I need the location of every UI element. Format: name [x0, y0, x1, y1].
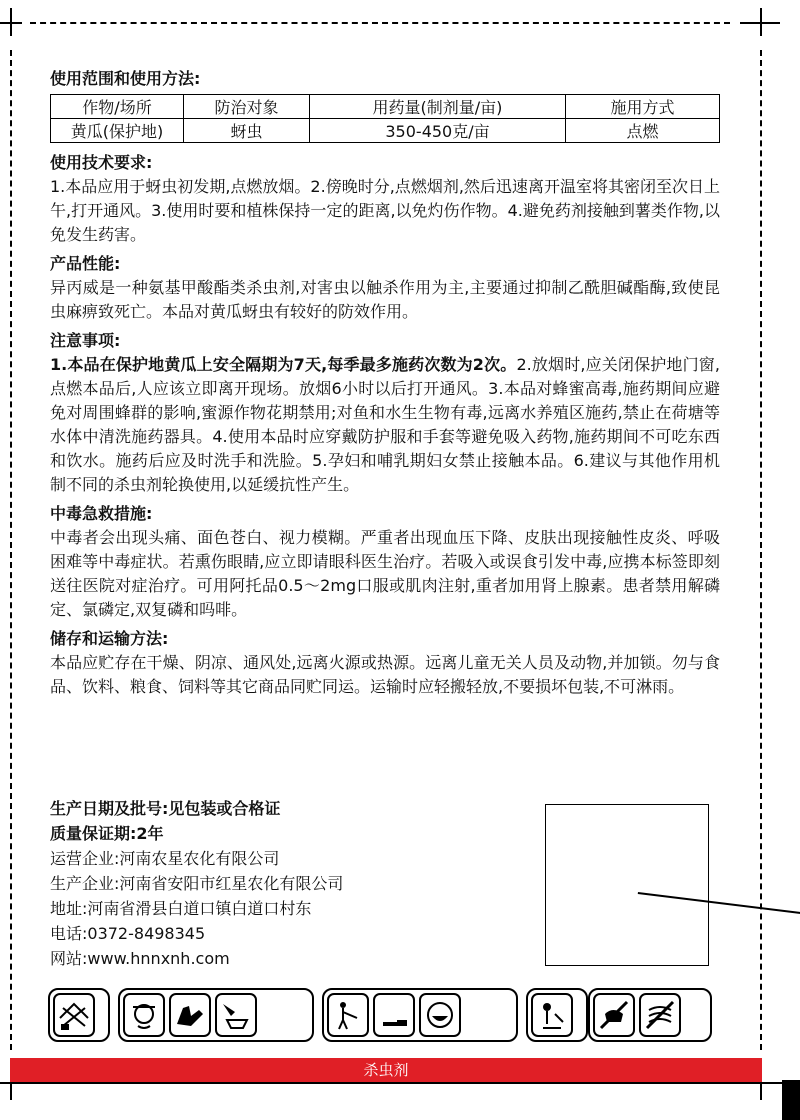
- firstaid-body: 中毒者会出现头痛、面色苍白、视力模糊。严重者出现血压下降、皮肤出现接触性皮炎、呼吸困难等中毒症状。若熏伤眼睛,应立即请眼科医生治疗。若吸入或误食引发中毒,应携本标签即刻送往医院对症治疗。可用阿托品0.5～2mg口服或肌肉注射,重者加用肾上腺素。患者禁用解磷定、氯磷定,双复磷和吗啡。: [50, 528, 720, 619]
- top-cut-line: [30, 22, 730, 24]
- crop-mark-bl-h: [0, 1082, 800, 1084]
- wash-after-icon: [531, 993, 573, 1037]
- wash-hands-icon: [215, 993, 257, 1037]
- left-cut-line: [10, 50, 12, 1050]
- table-header-cell: 作物/场所: [51, 95, 184, 119]
- storage-body: 本品应贮存在干燥、阴凉、通风处,远离火源或热源。远离儿童无关人员及动物,并加锁。勿与食品、饮料、粮食、饲料等其它商品同贮同运。运输时应轻搬轻放,不要损坏包装,不可淋雨。: [50, 653, 720, 696]
- manufacturer: 生产企业:河南省安阳市红星农化有限公司: [50, 874, 344, 893]
- pictogram-group-application: [322, 988, 518, 1042]
- table-header-row: [51, 95, 720, 119]
- pictogram-group-after-use: [526, 988, 588, 1042]
- notice-text: 2.放烟时,应关闭保护地门窗,点燃本品后,人应该立即离开现场。放烟6小时以后打开通风。3.本品对蜂蜜高毒,施药期间应避免对周围蜂群的影响,蜜源作物花期禁用;对鱼和水生生物有毒,远离水养殖区施药,禁止在荷塘等水体中清洗施药器具。4.使用本品时应穿戴防护服和手套等避免吸入药物,施药期间不可吃东西和饮水。施药后应及时洗手和洗脸。5.孕妇和哺乳期妇女禁止接触本品。6.建议与其他作用机制不同的杀虫剂轮换使用,以延缓抗性产生。: [50, 355, 720, 494]
- face-shield-icon: [123, 993, 165, 1037]
- shelf-life: 质量保证期:2年: [50, 824, 164, 843]
- firstaid-heading: 中毒急救措施:: [50, 504, 153, 523]
- usage-heading: 使用范围和使用方法:: [50, 69, 201, 88]
- notice-body: [50, 353, 720, 497]
- website: 网站:www.hnnxnh.com: [50, 949, 230, 968]
- production-date: 生产日期及批号:见包装或合格证: [50, 799, 281, 818]
- storage-heading: 储存和运输方法:: [50, 629, 169, 648]
- boots-icon: [373, 993, 415, 1037]
- performance-body: 异丙威是一种氨基甲酸酯类杀虫剂,对害虫以触杀作用为主,主要通过抑制乙酰胆碱酯酶,致使昆虫麻痹致死亡。本品对黄瓜蚜虫有较好的防效作用。: [50, 278, 720, 321]
- table-header-cell: 用药量(制剂量/亩): [310, 95, 566, 119]
- table-header-cell: 防治对象: [184, 95, 310, 119]
- color-block: [782, 1080, 800, 1120]
- tech-heading: 使用技术要求:: [50, 153, 153, 172]
- operator-company: 运营企业:河南农星农化有限公司: [50, 849, 280, 868]
- mask-icon: [419, 993, 461, 1037]
- category-bar: 杀虫剂: [10, 1058, 762, 1082]
- pictogram-group-environment: [588, 988, 712, 1042]
- table-cell: 蚜虫: [184, 119, 310, 143]
- notice-heading: 注意事项:: [50, 331, 121, 350]
- address: 地址:河南省滑县白道口镇白道口村东: [50, 899, 312, 918]
- product-info: [50, 796, 470, 971]
- no-fish-icon: [639, 993, 681, 1037]
- table-cell: 350-450克/亩: [310, 119, 566, 143]
- tech-body: 1.本品应用于蚜虫初发期,点燃放烟。2.傍晚时分,点燃烟剂,然后迅速离开温室将其密闭至次日上午,打开通风。3.使用时要和植株保持一定的距离,以免灼伤作物。4.避免药剂接触到薯类作物,以免发生药害。: [50, 177, 720, 244]
- pictogram-group-protection: [118, 988, 314, 1042]
- spray-icon: [327, 993, 369, 1037]
- usage-table: [50, 94, 720, 143]
- table-cell: 点燃: [566, 119, 720, 143]
- crop-mark-tr-v: [760, 8, 762, 36]
- table-header-cell: 施用方式: [566, 95, 720, 119]
- pictogram-group-storage: [48, 988, 110, 1042]
- phone: 电话:0372-8498345: [50, 924, 206, 943]
- notice-bold-lead: 1.本品在保护地黄瓜上安全隔期为7天,每季最多施药次数为2次。: [50, 355, 517, 374]
- store-locked-icon: [53, 993, 95, 1037]
- table-cell: 黄瓜(保护地): [51, 119, 184, 143]
- table-row: [51, 119, 720, 143]
- no-livestock-icon: [593, 993, 635, 1037]
- qr-code-placeholder: [545, 804, 709, 966]
- label-content: [50, 62, 720, 699]
- crop-mark-tl-v: [10, 8, 12, 36]
- gloves-icon: [169, 993, 211, 1037]
- right-cut-line: [760, 50, 762, 1050]
- performance-heading: 产品性能:: [50, 254, 121, 273]
